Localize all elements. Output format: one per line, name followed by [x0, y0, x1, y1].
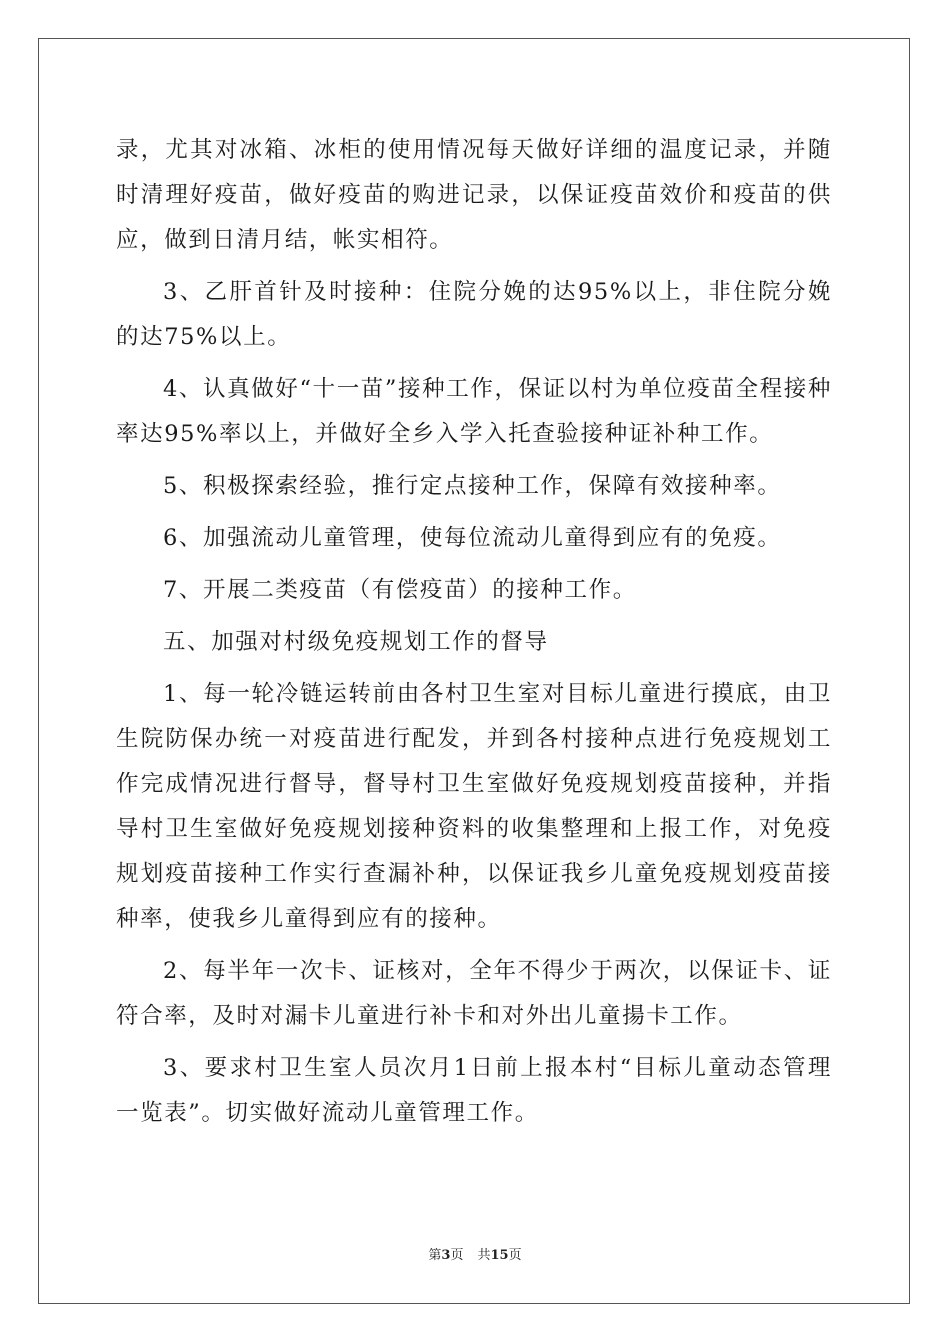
paragraph-continuation: 录，尤其对冰箱、冰柜的使用情况每天做好详细的温度记录，并随时清理好疫苗，做好疫苗的购进记录，以保证疫苗效价和疫苗的供应，做到日清月结，帐实相符。	[116, 137, 832, 253]
paragraph-item-5: 5、积极探索经验，推行定点接种工作，保障有效接种率。	[163, 473, 782, 499]
page-number-prefix: 第	[428, 1248, 442, 1263]
document-body	[116, 128, 832, 1136]
paragraph-section5-item-2: 2、每半年一次卡、证核对，全年不得少于两次，以保证卡、证符合率，及时对漏卡儿童进行补卡和对外出儿童揚卡工作。	[116, 958, 832, 1029]
paragraph-item-7: 7、开展二类疫苗（有偿疫苗）的接种工作。	[163, 577, 637, 603]
page-number-suffix: 页	[450, 1248, 464, 1263]
paragraph-section5-item-1: 1、每一轮冷链运转前由各村卫生室对目标儿童进行摸底，由卫生院防保办统一对疫苗进行配发，并到各村接种点进行免疫规划工作完成情况进行督导，督导村卫生室做好免疫规划疫苗接种，并指导村卫生室做好免疫规划接种资料的收集整理和上报工作，对免疫规划疫苗接种工作实行查漏补种，以保证我乡儿童免疫规划疫苗接种率，使我乡儿童得到应有的接种。	[116, 681, 832, 932]
page-total-prefix: 共	[477, 1248, 491, 1263]
section-heading-5: 五、加强对村级免疫规划工作的督导	[163, 629, 549, 655]
paragraph-item-4: 4、认真做好“十一苗”接种工作，保证以村为单位疫苗全程接种率达95%率以上，并做好全乡入学入托查验接种证补种工作。	[116, 376, 832, 447]
page-total-suffix: 页	[508, 1248, 522, 1263]
page-total-count: 15	[490, 1248, 509, 1263]
paragraph-item-3: 3、乙肝首针及时接种：住院分娩的达95%以上，非住院分娩的达75%以上。	[116, 279, 832, 350]
paragraph-section5-item-3: 3、要求村卫生室人员次月1日前上报本村“目标儿童动态管理一览表”。切实做好流动儿童管理工作。	[116, 1055, 832, 1126]
page-footer	[0, 1247, 950, 1265]
page-number-current: 3	[441, 1248, 451, 1263]
paragraph-item-6: 6、加强流动儿童管理，使每位流动儿童得到应有的免疫。	[163, 525, 782, 551]
